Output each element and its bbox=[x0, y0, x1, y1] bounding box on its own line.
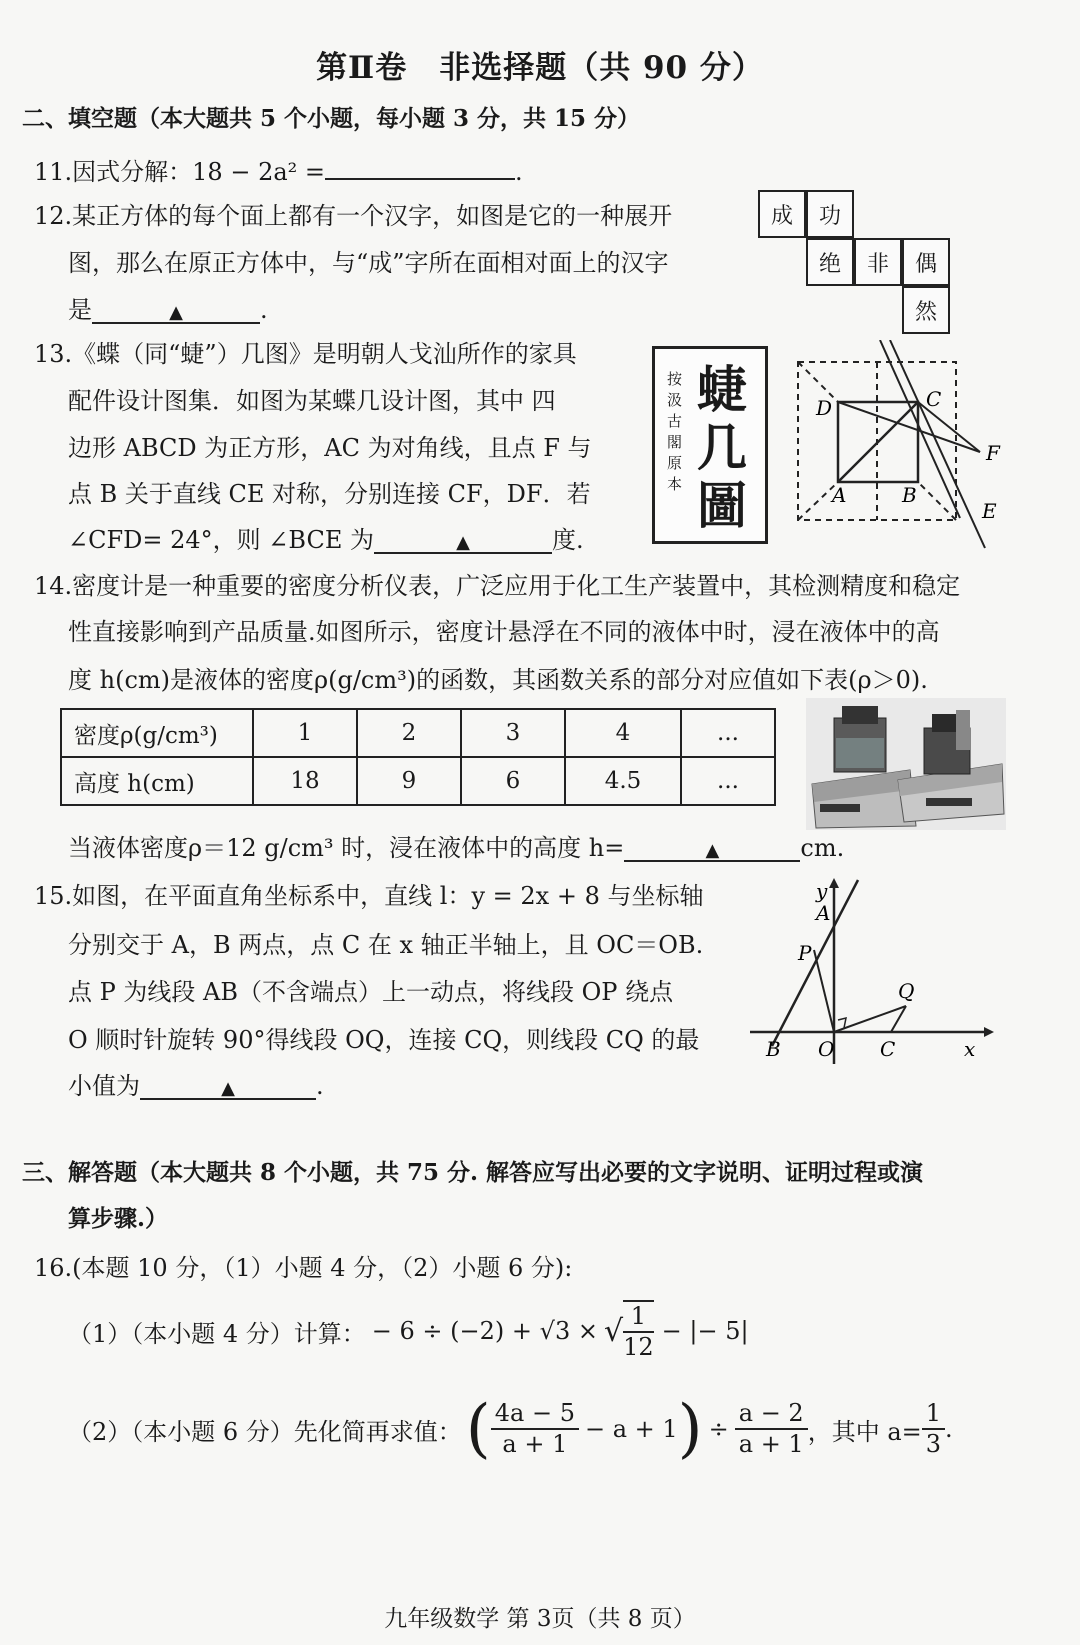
square-geometry-figure bbox=[780, 340, 1020, 550]
table-cell: ... bbox=[681, 709, 775, 757]
q13-line-5: ∠CFD= 24°，则 ∠BCE 为 ▲ 度. bbox=[68, 526, 584, 554]
table-cell: 3 bbox=[461, 709, 565, 757]
label-F: F bbox=[986, 441, 1000, 465]
q16-part-1: （1）（本小题 4 分）计算： − 6 ÷ (−2) + √3 × √ $\frac{1}{12}$ − |− 5| bbox=[68, 1302, 749, 1361]
q15-line-5: 小值为 ▲ . bbox=[68, 1072, 324, 1100]
label-C: C bbox=[926, 387, 942, 411]
density-table bbox=[60, 708, 776, 806]
q15-answer-blank[interactable]: ▲ bbox=[140, 1072, 316, 1100]
q16-intro: 16.(本题 10 分，（1）小题 4 分，（2）小题 6 分): bbox=[34, 1254, 573, 1282]
q15-line-2: 分别交于 A，B 两点，点 C 在 x 轴正半轴上，且 OC＝OB. bbox=[68, 931, 704, 959]
label-A: A bbox=[816, 901, 831, 925]
q13-line-4: 点 B 关于直线 CE 对称，分别连接 CF，DF．若 bbox=[68, 480, 591, 508]
stamp-main-text: 蜨几圖 bbox=[697, 360, 747, 535]
q12-line-3: 是 ▲ . bbox=[68, 296, 268, 324]
q11-answer-blank[interactable] bbox=[325, 152, 515, 180]
table-cell: ... bbox=[681, 757, 775, 805]
q14-line-2: 性直接影响到产品质量.如图所示，密度计悬浮在不同的液体中时，浸在液体中的高 bbox=[68, 618, 940, 646]
q15-line-4: O 顺时针旋转 90°得线段 OQ，连接 CQ，则线段 CQ 的最 bbox=[68, 1026, 700, 1054]
table-row bbox=[61, 757, 775, 805]
table-cell: 18 bbox=[253, 757, 357, 805]
question-11: 11.因式分解：18 − 2a² = . bbox=[34, 152, 523, 187]
stamp-image bbox=[652, 346, 768, 544]
net-face-3: 绝 bbox=[806, 238, 854, 286]
table-cell: 2 bbox=[357, 709, 461, 757]
table-cell: 6 bbox=[461, 757, 565, 805]
row-label-height: 高度 h(cm) bbox=[61, 757, 253, 805]
table-cell: 4.5 bbox=[565, 757, 681, 805]
q14-line-1: 14.密度计是一种重要的密度分析仪表，广泛应用于化工生产装置中，其检测精度和稳定 bbox=[34, 572, 961, 600]
net-face-4: 非 bbox=[854, 238, 902, 286]
net-face-6: 然 bbox=[902, 286, 950, 334]
q16-part-2: （2）（本小题 6 分）先化简再求值： ( $\frac{4a - 5}{a + 1}$ − a + 1 ) ÷ $\frac{a - 2}{a + 1}$ ，其中 a= $\frac{1}{3}$ . bbox=[68, 1392, 953, 1466]
sqrt-sign: √ bbox=[603, 1313, 624, 1349]
table-cell: 4 bbox=[565, 709, 681, 757]
table-cell: 9 bbox=[357, 757, 461, 805]
net-face-2: 功 bbox=[806, 190, 854, 238]
fraction-a-2: $\frac{a - 2}{a + 1}$ bbox=[735, 1399, 808, 1459]
label-C: C bbox=[880, 1037, 896, 1061]
page-footer: 九年级数学 第 3页（共 8 页） bbox=[384, 1606, 696, 1632]
table-row bbox=[61, 709, 775, 757]
q13-line-3: 边形 ABCD 为正方形，AC 为对角线，且点 F 与 bbox=[68, 434, 592, 462]
cube-net-figure bbox=[756, 190, 956, 335]
label-B: B bbox=[902, 483, 917, 507]
net-face-5: 偶 bbox=[902, 238, 950, 286]
label-D: D bbox=[816, 396, 833, 420]
fraction-1-3: $\frac{1}{3}$ bbox=[922, 1399, 945, 1459]
q14-answer-blank[interactable]: ▲ bbox=[624, 834, 800, 862]
label-O: O bbox=[818, 1037, 835, 1061]
q12-line-2: 图，那么在原正方体中，与“成”字所在面相对面上的汉字 bbox=[68, 249, 669, 277]
table-cell: 1 bbox=[253, 709, 357, 757]
label-E: E bbox=[982, 499, 997, 523]
label-B: B bbox=[766, 1037, 781, 1061]
section-heading-answers-cont: 算步骤.） bbox=[68, 1205, 169, 1232]
page-title: 第Ⅱ卷 非选择题（共 90 分） bbox=[316, 50, 764, 86]
section-heading-fill-in: 二、填空题（本大题共 5 个小题，每小题 3 分，共 15 分） bbox=[22, 105, 641, 132]
stamp-side-text: 按汲古閣原本 bbox=[667, 370, 683, 493]
densimeter-photo bbox=[806, 698, 1006, 830]
label-x: x bbox=[964, 1037, 976, 1061]
label-Q: Q bbox=[898, 979, 915, 1003]
fraction-4a-5: $\frac{4a - 5}{a + 1}$ bbox=[491, 1399, 579, 1459]
label-A: A bbox=[832, 483, 847, 507]
section-heading-answers: 三、解答题（本大题共 8 个小题，共 75 分. 解答应写出必要的文字说明、证明过程或演 bbox=[22, 1159, 924, 1186]
net-face-1: 成 bbox=[758, 190, 806, 238]
label-P: P bbox=[798, 941, 812, 965]
label-y: y bbox=[816, 879, 828, 903]
q13-line-2: 配件设计图集．如图为某蝶几设计图，其中 四 bbox=[68, 387, 556, 415]
q15-line-1: 15.如图，在平面直角坐标系中，直线 l：y = 2x + 8 与坐标轴 bbox=[34, 882, 704, 910]
q14-answer-line: 当液体密度ρ＝12 g/cm³ 时，浸在液体中的高度 h= ▲ cm. bbox=[68, 834, 845, 862]
q13-answer-blank[interactable]: ▲ bbox=[374, 526, 552, 554]
q13-line-1: 13.《蝶（同“蜨”）几图》是明朝人戈汕所作的家具 bbox=[34, 340, 577, 368]
row-label-density: 密度ρ(g/cm³) bbox=[61, 709, 253, 757]
q11-text: 11.因式分解：18 − 2a² = bbox=[34, 158, 326, 186]
q12-answer-blank[interactable]: ▲ bbox=[92, 296, 260, 324]
fraction-1-12: $\frac{1}{12}$ bbox=[623, 1302, 654, 1361]
q12-line-1: 12.某正方体的每个面上都有一个汉字，如图是它的一种展开 bbox=[34, 202, 673, 230]
q15-line-3: 点 P 为线段 AB（不含端点）上一动点，将线段 OP 绕点 bbox=[68, 978, 674, 1006]
coordinate-plane-figure bbox=[746, 876, 996, 1066]
q14-line-3: 度 h(cm)是液体的密度ρ(g/cm³)的函数，其函数关系的部分对应值如下表(ρ＞0). bbox=[68, 666, 928, 694]
